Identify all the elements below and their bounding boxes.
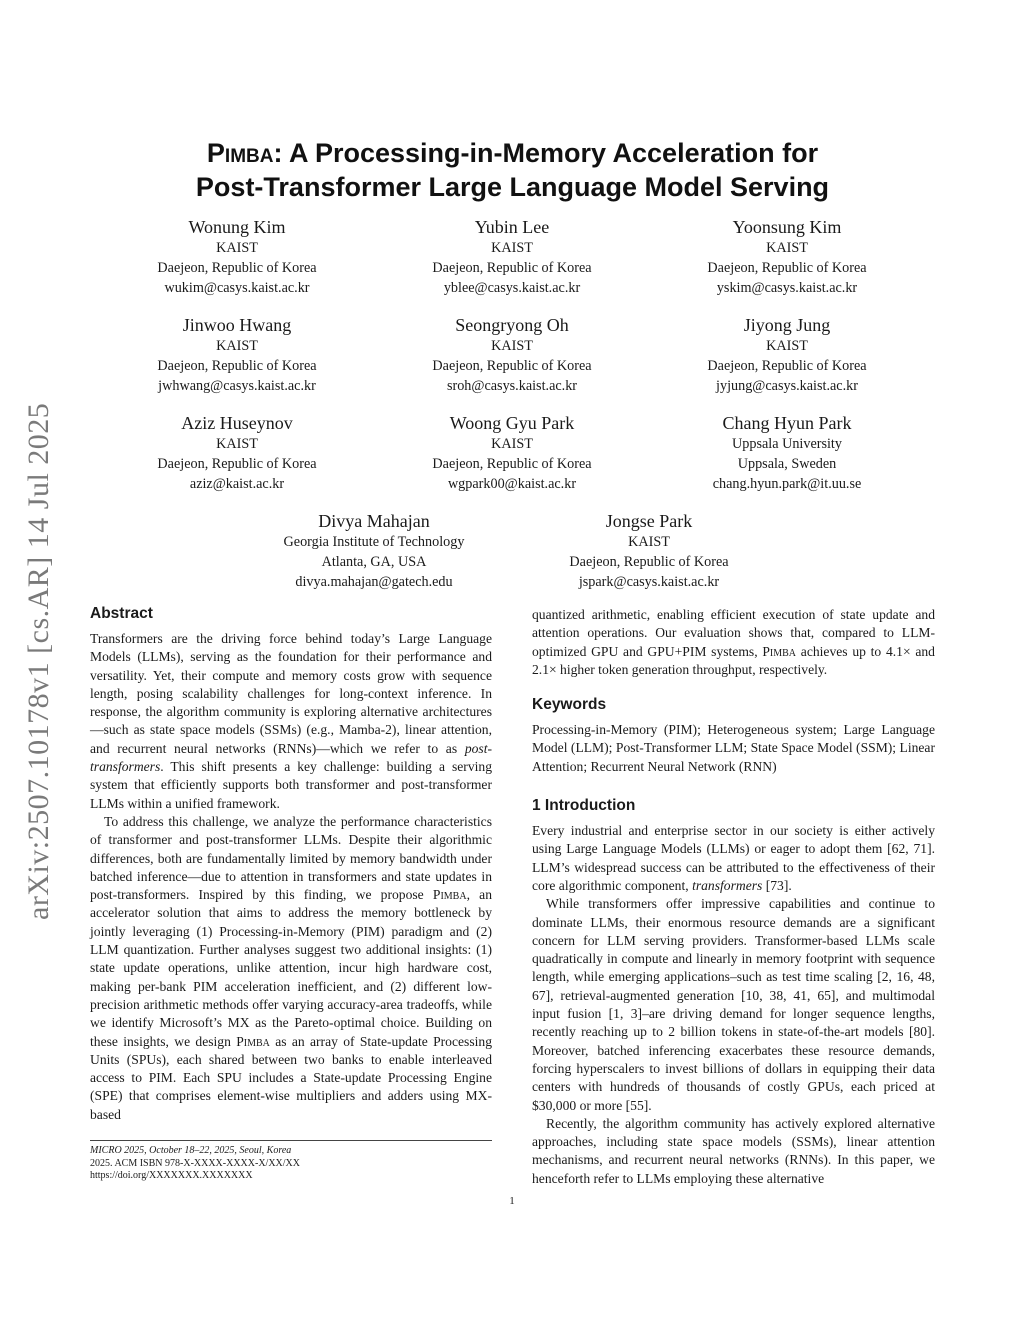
author-email: jspark@casys.kaist.ac.kr xyxy=(578,574,720,590)
author-affiliation: KAIST xyxy=(491,338,533,354)
author-affiliation: KAIST xyxy=(766,240,808,256)
abstract-paragraph: To address this challenge, we analyze the performance characteristics of transformer and post-transformer LLMs. Despite their algorithmic differences, both are fundamentally limited by memory bandwidth under batched inference—due to attention in transformers and state updates in post-transformers. Inspired by this finding, we propose Pimba, an accelerator solution that aims to address the memory bottleneck by jointly leveraging (1) Processing-in-Memory (PIM) paradigm and (2) LLM quantization. Further analyses suggest two additional insights: (1) state update operations, unlike attention, incur high hardware cost, making per-bank PIM acceleration inefficient, and (2) different low-precision arithmetic methods offer varying accuracy-area tradeoffs, while we identify Microsoft’s MX as the Pareto-optimal choice. Building on these insights, we design Pimba as an array of State-update Processing Units (SPUs), each shared between two banks to enable interleaved access to PIM. Each SPU includes a State-update Processing Engine (SPE) that comprises element-wise multipliers and adders using MX-based xyxy=(90,813,492,1122)
author-name: Jiyong Jung xyxy=(743,315,831,335)
author-location: Daejeon, Republic of Korea xyxy=(569,554,729,570)
intro-paragraph: While transformers offer impressive capabilities and continue to dominate LLMs, their enormous resource demands are a significant concern for LLM serving providers. Transformer-based LLMs scale quadratically in compute and linearly in memory footprint with sequence length, while emerging applications–such as test time scaling [2, 16, 48, 67], retrieval-augmented generation [10, 38, 41, 65], and multimodal input fusion [1, 3]–are driving demand for longer sequence lengths, recently reaching up to 2 billion tokens in state-of-the-art models [80]. Moreover, batched inferencing exacerbates these resource demands, forcing hyperscalers to invest billions of dollars in equipping their data centers with hundreds of thousands of costly GPUs, each priced at $30,000 or more [55]. xyxy=(532,896,935,1113)
author-location: Uppsala, Sweden xyxy=(737,456,837,472)
author-email: sroh@casys.kaist.ac.kr xyxy=(446,378,578,394)
author-name: Divya Mahajan xyxy=(318,511,430,531)
author-affiliation: KAIST xyxy=(491,240,533,256)
author-email: divya.mahajan@gatech.edu xyxy=(295,574,453,590)
author-affiliation: KAIST xyxy=(628,534,670,550)
author-affiliation: KAIST xyxy=(216,338,258,354)
page-number: 1 xyxy=(509,1195,515,1207)
author-affiliation: Uppsala University xyxy=(732,436,842,452)
author-name: Jongse Park xyxy=(605,511,693,531)
author-affiliation: KAIST xyxy=(216,240,258,256)
author-location: Daejeon, Republic of Korea xyxy=(157,358,317,374)
author-location: Daejeon, Republic of Korea xyxy=(707,260,867,276)
author-email: yskim@casys.kaist.ac.kr xyxy=(716,280,858,296)
author-location: Daejeon, Republic of Korea xyxy=(432,358,592,374)
abstract-paragraph-continued: quantized arithmetic, enabling efficient execution of state update and attention operations. Our evaluation shows that, compared to LLM-optimized GPU and GPU+PIM systems, Pimba achieves up to 4.1× and 2.1× higher token generation throughput, respectively. xyxy=(532,607,935,677)
intro-paragraph: Every industrial and enterprise sector in our society is either actively using Large Language Models (LLMs) or eager to adopt them [62, 71]. LLM’s widespread success can be attributed to the effectiveness of their core algorithmic component, transformers [73]. xyxy=(532,823,935,893)
author-block xyxy=(107,216,367,298)
arxiv-identifier: arXiv:2507.10178v1 [cs.AR] 14 Jul 2025 xyxy=(22,402,55,920)
author-location: Daejeon, Republic of Korea xyxy=(157,260,317,276)
author-email: wgpark00@kaist.ac.kr xyxy=(447,476,577,492)
author-name: Jinwoo Hwang xyxy=(182,315,292,335)
author-name: Seongryong Oh xyxy=(455,315,569,335)
footnote-divider xyxy=(90,1140,492,1141)
author-affiliation: KAIST xyxy=(766,338,808,354)
author-block xyxy=(107,314,367,396)
footnote-isbn: 2025. ACM ISBN 978-X-XXXX-XXXX-X/XX/XX xyxy=(90,1157,300,1169)
introduction-heading: 1 Introduction xyxy=(532,797,636,815)
abstract-paragraph: Transformers are the driving force behind today’s Large Language Models (LLMs), serving as the foundation for their performance and versatility. Yet, their compute and memory costs grow with sequence length, posing scalability challenges for long-context inference. In response, the algorithm community is exploring alternative architectures—such as state space models (SSMs) (e.g., Mamba-2), linear attention, and recurrent neural networks (RNNs)—which we refer to as post-transformers. This shift presents a key challenge: building a serving system that efficiently supports both transformer and post-transformer LLMs within a unified framework. xyxy=(90,631,492,811)
author-name: Yoonsung Kim xyxy=(732,217,842,237)
title-system-name: Pimba xyxy=(206,138,274,168)
author-location: Daejeon, Republic of Korea xyxy=(157,456,317,472)
author-email: wukim@casys.kaist.ac.kr xyxy=(164,280,310,296)
author-block xyxy=(382,314,642,396)
left-column xyxy=(90,604,492,1124)
author-block xyxy=(107,412,367,494)
title-line1: : A Processing-in-Memory Acceleration for xyxy=(273,138,819,168)
author-block xyxy=(657,216,917,298)
keywords-text: Processing-in-Memory (PIM); Heterogeneous system; Large Language Model (LLM); Post-Transformer LLM; State Space Model (SSM); Linear Attention; Recurrent Neural Network (RNN) xyxy=(532,722,935,774)
author-affiliation: Georgia Institute of Technology xyxy=(283,534,465,550)
author-email: chang.hyun.park@it.uu.se xyxy=(712,476,862,492)
author-email: jyjung@casys.kaist.ac.kr xyxy=(716,378,858,394)
footnote-doi[interactable]: https://doi.org/XXXXXXX.XXXXXXX xyxy=(90,1170,253,1181)
title-line2: Post-Transformer Large Language Model Serving xyxy=(195,172,830,202)
author-location: Atlanta, GA, USA xyxy=(321,554,427,570)
author-block xyxy=(657,412,917,494)
author-block xyxy=(382,412,642,494)
author-location: Daejeon, Republic of Korea xyxy=(432,260,592,276)
author-name: Woong Gyu Park xyxy=(449,413,575,433)
author-affiliation: KAIST xyxy=(491,436,533,452)
author-block xyxy=(382,216,642,298)
author-affiliation: KAIST xyxy=(216,436,258,452)
author-block xyxy=(244,510,504,592)
paper-title xyxy=(90,136,935,204)
author-email: aziz@kaist.ac.kr xyxy=(189,476,285,492)
keywords-heading: Keywords xyxy=(532,696,607,714)
intro-paragraph: Recently, the algorithm community has actively explored alternative approaches, including state space models (SSMs), linear attention mechanisms, and recurrent neural networks (RNNs). In this paper, we henceforth refer to LLMs employing these alternative xyxy=(532,1115,935,1186)
author-email: yblee@casys.kaist.ac.kr xyxy=(443,280,581,296)
author-name: Yubin Lee xyxy=(474,217,550,237)
right-column xyxy=(532,606,935,1188)
abstract-heading: Abstract xyxy=(90,605,153,622)
author-email: jwhwang@casys.kaist.ac.kr xyxy=(158,378,316,394)
author-block xyxy=(519,510,779,592)
author-name: Wonung Kim xyxy=(188,217,286,237)
author-location: Daejeon, Republic of Korea xyxy=(432,456,592,472)
author-name: Chang Hyun Park xyxy=(722,413,852,433)
author-block xyxy=(657,314,917,396)
author-location: Daejeon, Republic of Korea xyxy=(707,358,867,374)
footnote xyxy=(90,1145,492,1183)
footnote-venue: MICRO 2025, October 18–22, 2025, Seoul, Korea xyxy=(90,1145,292,1156)
author-name: Aziz Huseynov xyxy=(181,413,293,433)
